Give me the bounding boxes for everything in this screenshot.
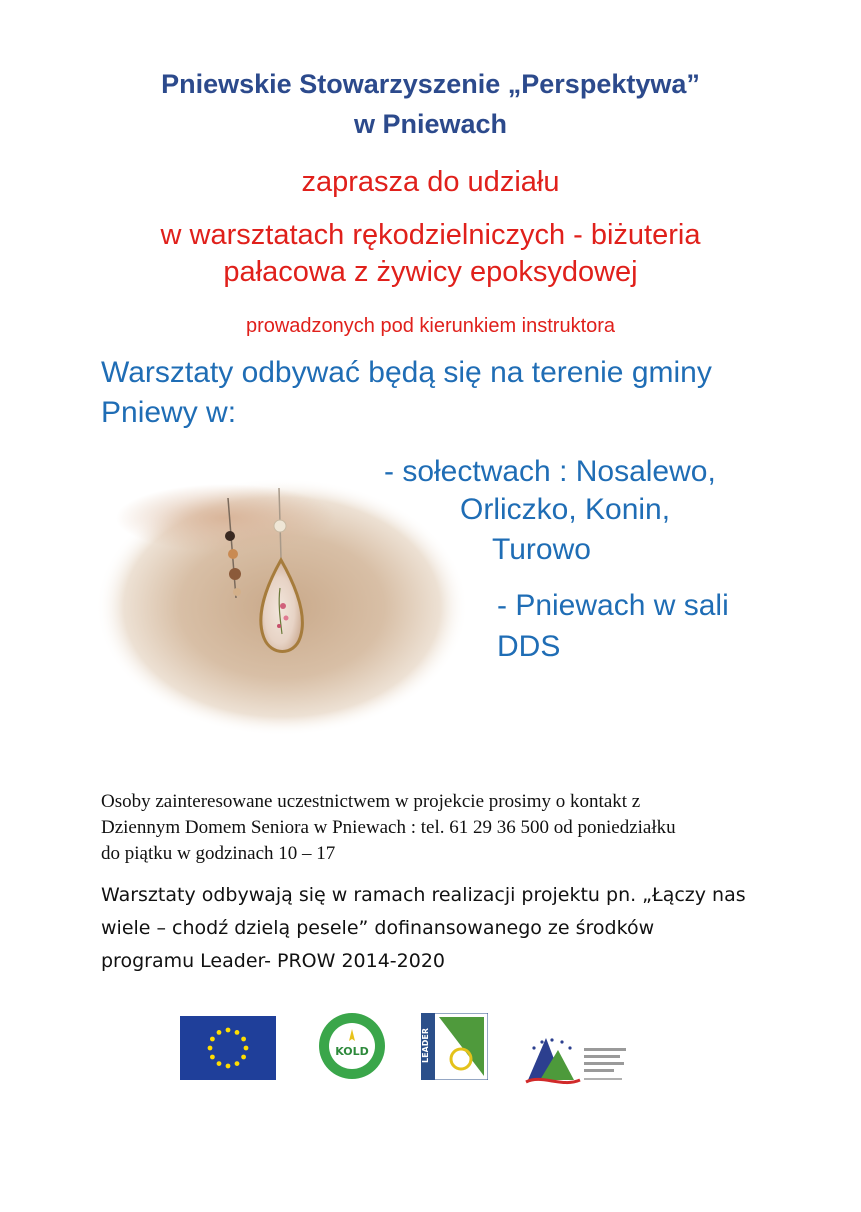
prow-logo xyxy=(522,1030,632,1092)
bead-amber xyxy=(228,549,238,559)
bead-pearl xyxy=(274,520,286,532)
organization-name: Pniewskie Stowarzyszenie „Perspektywa” xyxy=(161,69,700,99)
contact-info xyxy=(101,789,801,867)
instructor-note: prowadzonych pod kierunkiem instruktora xyxy=(245,315,616,337)
solectwa-line2: Orliczko, Konin, xyxy=(460,493,671,526)
solectwa-line3: Turowo xyxy=(492,533,591,566)
leader-label: LEADER xyxy=(421,1027,430,1063)
pendant-flower xyxy=(284,616,289,621)
organization-title xyxy=(0,64,861,144)
kold-label: KOLD xyxy=(335,1045,369,1058)
contact-line2: Dziennym Domem Seniora w Pniewach : tel. 61 29 36 500 od poniedziałku xyxy=(101,817,676,838)
hand-shape xyxy=(116,484,336,552)
leader-logo xyxy=(421,1013,488,1080)
pendant-photo xyxy=(96,478,468,736)
bead-brown xyxy=(229,568,241,580)
project-line2: wiele – chodź dzielą pesele” dofinansowanego ze środków xyxy=(101,917,655,939)
organization-location: w Pniewach xyxy=(353,109,508,139)
locations-intro xyxy=(101,353,821,433)
pniewy-venue-line1: - Pniewach w sali xyxy=(497,589,729,622)
workshop-title-line2: pałacowa z żywicy epoksydowej xyxy=(223,256,638,288)
locations-intro-line2: Pniewy w: xyxy=(101,396,237,429)
project-info xyxy=(101,879,821,978)
contact-line3: do piątku w godzinach 10 – 17 xyxy=(101,843,336,864)
pendant-flower xyxy=(277,624,281,628)
pendant-flower xyxy=(280,603,286,609)
invite-text: zaprasza do udziału xyxy=(301,166,560,198)
bead-light xyxy=(233,588,241,596)
project-line1: Warsztaty odbywają się w ramach realizacji projektu pn. „Łączy nas xyxy=(101,884,746,906)
workshop-title xyxy=(0,217,861,291)
workshop-title-line1: w warsztatach rękodzielniczych - biżuteria xyxy=(160,219,701,251)
eu-flag-logo xyxy=(180,1016,276,1080)
bead-dark xyxy=(225,531,235,541)
contact-line1: Osoby zainteresowane uczestnictwem w projekcie prosimy o kontakt z xyxy=(101,791,641,812)
kold-logo xyxy=(317,1011,387,1081)
pniewy-venue-line2: DDS xyxy=(497,630,561,663)
project-line3: programu Leader- PROW 2014-2020 xyxy=(101,950,446,972)
locations-intro-line1: Warsztaty odbywać będą się na terenie gminy xyxy=(101,356,712,389)
solectwa-line1: - sołectwach : Nosalewo, xyxy=(384,455,716,488)
